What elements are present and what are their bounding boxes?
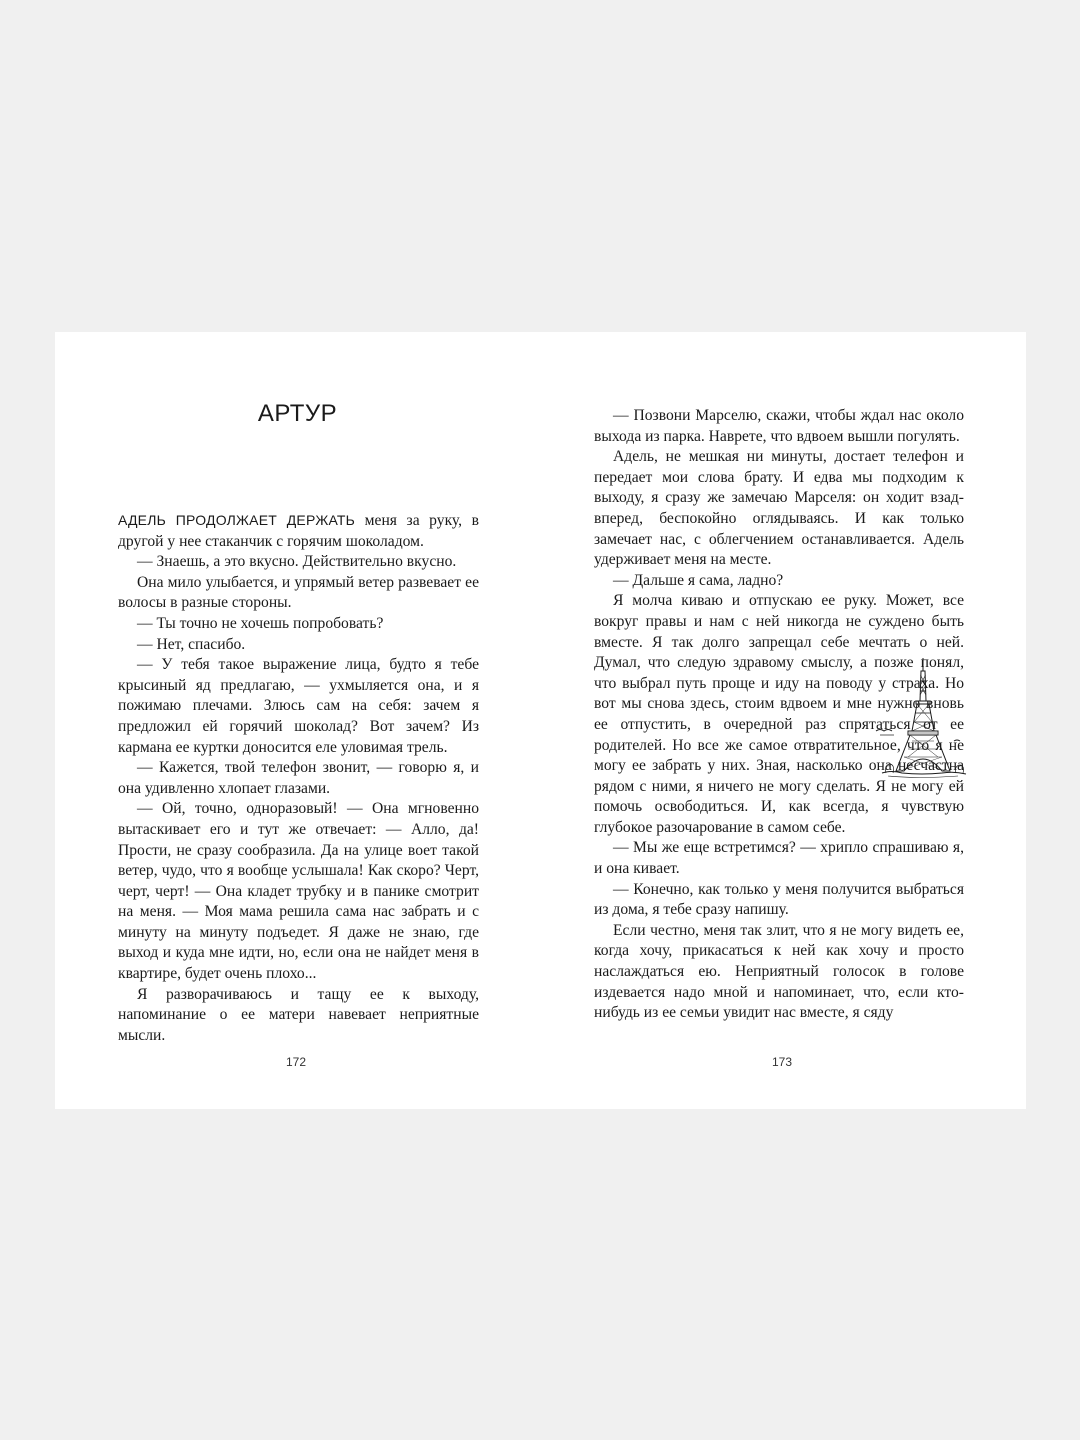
paragraph: Я молча киваю и отпускаю ее руку. Может, все вокруг правы и нам с ней никогда не суждено быть вместе. Я так долго запрещал себе мечтать о ней. Думал, что следую здравому смыслу, а позже понял, что выбрал путь проще и иду на поводу у страха. Но вот мы снова здесь, стоим вдвоем и мне нужно вновь ее отпустить, в очередной раз спрятаться от ее родителей. Но все же самое отвратительное, что я не могу ее забрать у них. Зная, насколько она несчастна рядом с ними, я ничего не могу сделать. Я не могу ей помочь освободиться. И, как всегда, я чувствую глубокое разочарование в самом себе.	[594, 592, 964, 836]
paragraph: — Дальше я сама, ладно?	[613, 571, 784, 589]
lead-caps: АДЕЛЬ ПРОДОЛЖАЕТ ДЕРЖАТЬ	[118, 512, 356, 528]
page-number-right: 173	[772, 1055, 793, 1069]
left-page-text	[118, 510, 479, 1046]
opening-paragraph	[118, 510, 479, 552]
paragraph: — Нет, спасибо.	[137, 635, 246, 653]
left-page	[55, 332, 540, 1109]
lead-rest: меня за руку, в другой у нее стаканчик с горячим шоколадом.	[118, 512, 479, 550]
paragraph: Адель, не мешкая ни минуты, достает телефон и передает мои слова брату. И едва мы подходим к выходу, я сразу же замечаю Марселя: он ходит взад-вперед, беспокойно оглядываясь. И как только замечает нас, с облегчением останавливается. Адель удерживает меня на месте.	[594, 448, 964, 569]
paragraph: — Мы же еще встретимся? — хрипло спрашиваю я, и она кивает.	[594, 839, 964, 878]
eiffel-tower-icon	[868, 623, 978, 783]
paragraph: — Кажется, твой телефон звонит, — говорю я, и она удивленно хлопает глазами.	[118, 759, 479, 797]
paragraph: — Конечно, как только у меня получится выбраться из дома, я тебе сразу напишу.	[594, 880, 964, 919]
paragraph: — Позвони Марселю, скажи, чтобы ждал нас около выхода из парка. Наврете, что вдвоем вышли погулять.	[594, 407, 964, 445]
paragraph: Она мило улыбается, и упрямый ветер развевает ее волосы в разные стороны.	[118, 573, 479, 612]
paragraph: Я разворачиваюсь и тащу ее к выходу, напоминание о ее матери навевает неприятные мысли.	[118, 985, 479, 1044]
paragraph: — Ой, точно, одноразовый! — Она мгновенно вытаскивает его и тут же отвечает: — Алло, да! Прости, не сразу сообразила. Да на улице воет такой ветер, чудо, что я вообще услышала! Как скоро? Черт, черт, черт! — Она кладет трубку и в панике смотрит на меня. — Моя мама решила сама нас забрать и с минуту на минуту подъедет. Я даже не знаю, где выход и куда мне идти, но, если она не найдет меня в квартире, будет очень плохо...	[118, 800, 479, 983]
paragraph: Если честно, меня так злит, что я не могу видеть ее, когда хочу, прикасаться к ней как хочу и просто наслаждаться ею. Неприятный голосок в голове издевается надо мной и напоминает, что, если кто-нибудь из ее семьи увидит нас вместе, я сяду	[594, 921, 964, 1022]
paragraph: — Знаешь, а это вкусно. Действительно вкусно.	[137, 553, 457, 571]
chapter-title: АРТУР	[257, 400, 338, 427]
paragraph: — Ты точно не хочешь попробовать?	[137, 614, 384, 632]
page-number-left: 172	[286, 1055, 307, 1069]
paragraph: — У тебя такое выражение лица, будто я тебе крысиный яд предлагаю, — ухмыляется она, и я пожимаю плечами. Злюсь сам на себя: зачем я предложил ей горячий шоколад? Вот зачем? Из кармана ее куртки доносится еле уловимая трель.	[118, 656, 479, 756]
